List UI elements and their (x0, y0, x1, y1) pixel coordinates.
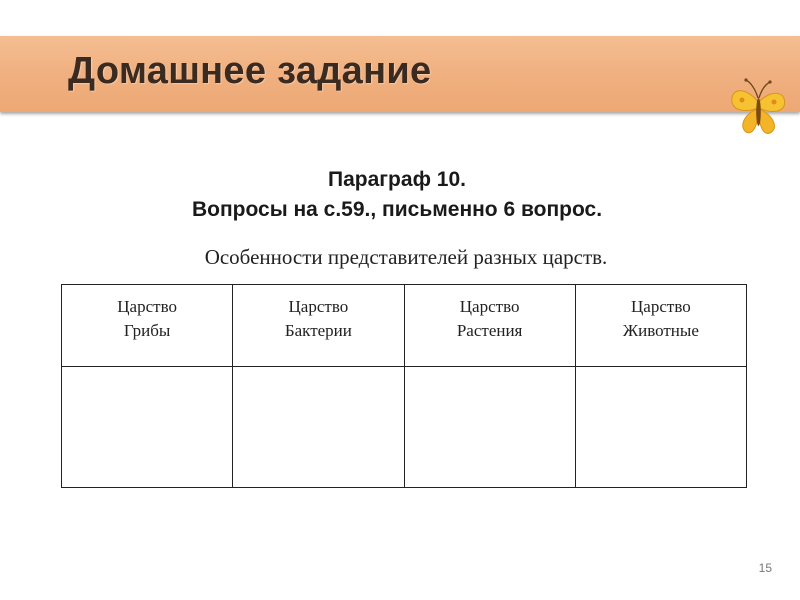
header-line: Грибы (123, 321, 171, 340)
table-cell (62, 367, 233, 488)
page-number: 15 (758, 561, 772, 575)
header-line: Царство (459, 297, 520, 316)
header-plants (404, 285, 575, 367)
title-banner (0, 36, 800, 112)
paragraph-line: Параграф 10. (328, 168, 466, 191)
slide-title: Домашнее задание (68, 50, 432, 92)
header-fungi (62, 285, 233, 367)
table-header-row (62, 285, 747, 367)
kingdoms-table (61, 284, 747, 488)
header-line: Царство (288, 297, 349, 316)
questions-line: Вопросы на с.59., письменно 6 вопрос. (191, 198, 603, 221)
header-line: Бактерии (284, 321, 352, 340)
table-cell (575, 367, 746, 488)
header-bacteria (233, 285, 404, 367)
header-line: Царство (631, 297, 691, 316)
header-animals (575, 285, 746, 367)
header-line: Животные (622, 321, 699, 340)
table-cell (233, 367, 404, 488)
header-line: Царство (117, 297, 177, 316)
butterfly-icon (728, 76, 788, 140)
table-caption: Особенности представителей разных царств. (204, 245, 608, 269)
table-cell (404, 367, 575, 488)
header-line: Растения (456, 321, 523, 340)
table-row (62, 367, 747, 488)
